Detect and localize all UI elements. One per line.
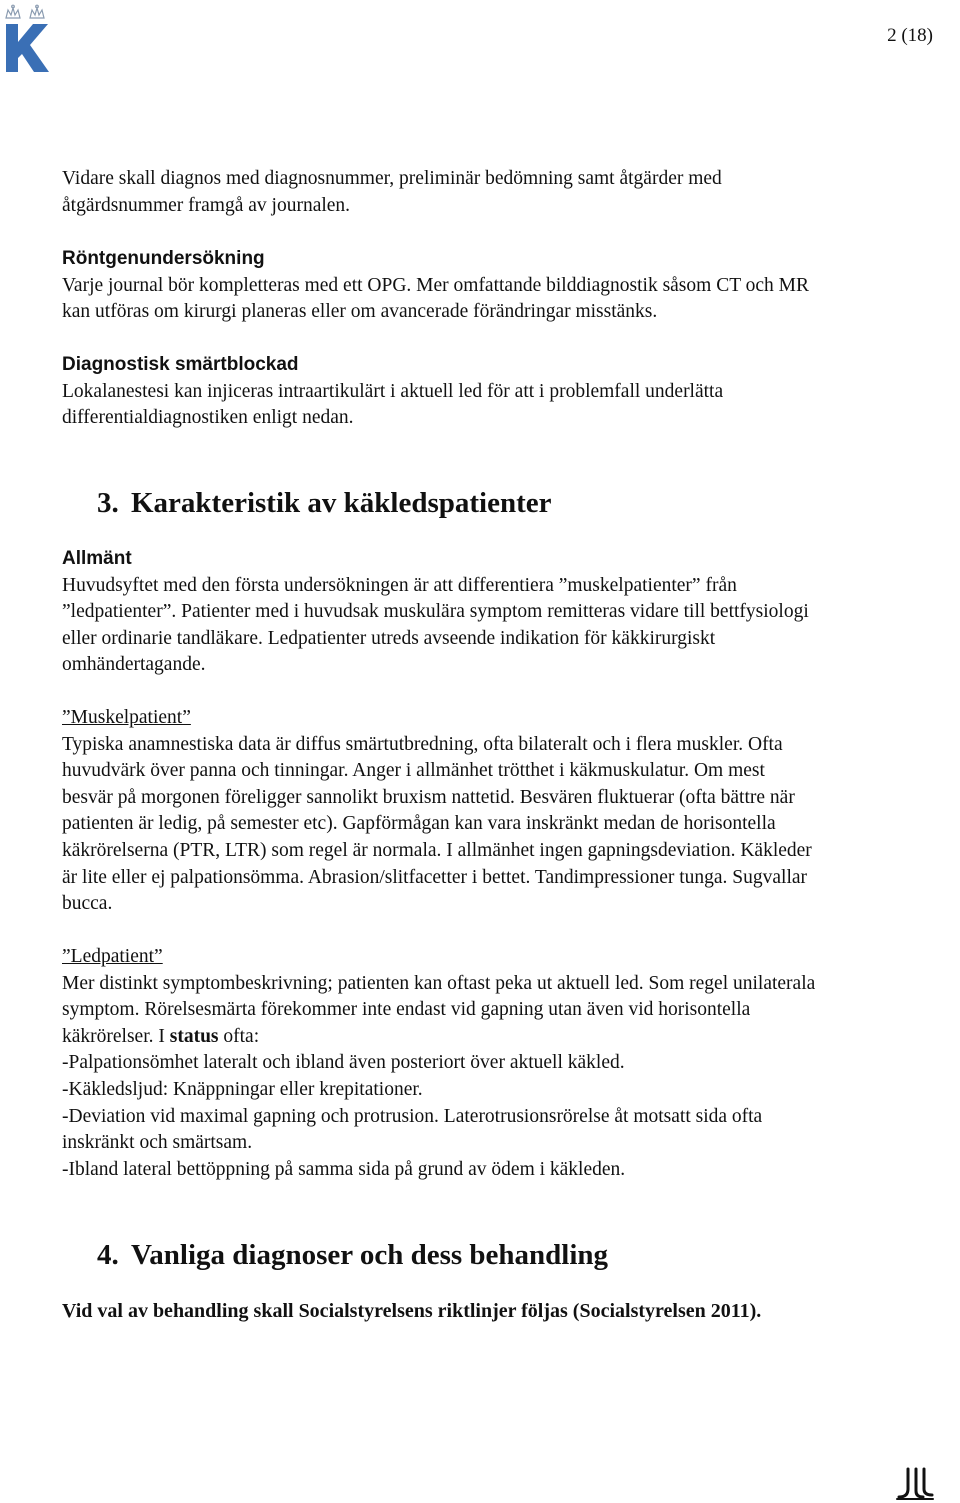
text-line: inskränkt och smärtsam. bbox=[62, 1132, 253, 1154]
text-line: symptom. Rörelsesmärta förekommer inte endast vid gapning utan även vid horisontella bbox=[62, 999, 751, 1021]
muskelpatient-section bbox=[62, 705, 958, 918]
text-line: -Palpationsömhet lateralt och ibland även posteriort över aktuell käkled. bbox=[62, 1052, 625, 1074]
rontgen-section bbox=[62, 246, 958, 326]
crowned-k-logo-icon bbox=[2, 2, 52, 74]
muskelpatient-heading: ”Muskelpatient” bbox=[62, 707, 191, 728]
section-title: Karakteristik av käkledspatienter bbox=[131, 487, 552, 519]
text-line bbox=[62, 1024, 958, 1051]
text-fragment: ofta: bbox=[218, 1025, 260, 1047]
text-line: käkrörelserna (PTR, LTR) som regel är normala. I allmänhet ingen gapningsdeviation. Käkleder bbox=[62, 839, 812, 861]
text-line: -Deviation vid maximal gapning och protrusion. Laterotrusionsrörelse åt motsatt sida ofta bbox=[62, 1105, 763, 1127]
section-3-heading bbox=[97, 486, 552, 520]
text-line: kan utföras om kirurgi planeras eller om avancerade förändringar misstänks. bbox=[62, 301, 658, 323]
text-line: är lite eller ej palpationsömma. Abrasion/slitfacetter i bettet. Tandimpressioner tunga. Sugvallar bbox=[62, 866, 808, 888]
text-line: -Ibland lateral bettöppning på samma sida på grund av ödem i käkleden. bbox=[62, 1158, 626, 1180]
text-line: eller ordinarie tandläkare. Ledpatienter utreds avseende indikation för käkkirurgiskt bbox=[62, 627, 716, 649]
guideline-statement: Vid val av behandling skall Socialstyrelsens riktlinjer följas (Socialstyrelsen 2011). bbox=[62, 1300, 762, 1322]
text-line: patienten är ledig, på semester etc). Gapförmågan kan vara inskränkt medan de horisontella bbox=[62, 813, 776, 835]
text-line: Lokalanestesi kan injiceras intraartikulärt i aktuell led för att i problemfall underlätta bbox=[62, 380, 724, 402]
section-4-heading bbox=[97, 1238, 608, 1272]
allmant-heading: Allmänt bbox=[62, 548, 132, 569]
intro-paragraph bbox=[62, 166, 958, 219]
text-line: omhändertagande. bbox=[62, 654, 206, 676]
status-bold-word: status bbox=[169, 1025, 219, 1047]
text-line: Huvudsyftet med den första undersökningen är att differentiera ”muskelpatienter” från bbox=[62, 574, 737, 596]
text-line: åtgärdsnummer framgå av journalen. bbox=[62, 194, 351, 216]
text-line: besvär på morgonen föreligger sannolikt bruxism nattetid. Besvären fluktuerar (ofta bättre när bbox=[62, 786, 795, 808]
text-line: -Käkledsljud: Knäppningar eller krepitationer. bbox=[62, 1078, 423, 1100]
smartblockad-heading: Diagnostisk smärtblockad bbox=[62, 354, 299, 375]
text-line: Vidare skall diagnos med diagnosnummer, preliminär bedömning samt åtgärder med bbox=[62, 168, 722, 189]
section-number: 4. bbox=[97, 1239, 119, 1271]
rontgen-heading: Röntgenundersökning bbox=[62, 248, 265, 269]
text-line: ”ledpatienter”. Patienter med i huvudsak muskulära symptom remitteras vidare till bettfysiologi bbox=[62, 601, 809, 623]
text-line: Typiska anamnestiska data är diffus smärtutbredning, ofta bilateralt och i flera muskler. Ofta bbox=[62, 733, 783, 755]
section-title: Vanliga diagnoser och dess behandling bbox=[131, 1239, 609, 1271]
jll-monogram-logo-icon bbox=[895, 1467, 935, 1501]
page-number: 2 (18) bbox=[887, 25, 933, 46]
section-number: 3. bbox=[97, 487, 119, 519]
allmant-section bbox=[62, 546, 958, 679]
text-line: huvudvärk över panna och tinningar. Anger i allmänhet trötthet i käkmuskulatur. Om mest bbox=[62, 760, 765, 782]
text-fragment: käkrörelser. I bbox=[62, 1025, 170, 1047]
text-line: Mer distinkt symptombeskrivning; patienten kan oftast peka ut aktuell led. Som regel unilaterala bbox=[62, 972, 816, 994]
ledpatient-heading: ”Ledpatient” bbox=[62, 946, 163, 967]
text-line: differentialdiagnostiken enligt nedan. bbox=[62, 407, 354, 429]
text-line: bucca. bbox=[62, 893, 113, 915]
smartblockad-section bbox=[62, 352, 958, 432]
ledpatient-section bbox=[62, 944, 958, 1183]
text-line: Varje journal bör kompletteras med ett OPG. Mer omfattande bilddiagnostik såsom CT och MR bbox=[62, 274, 810, 296]
